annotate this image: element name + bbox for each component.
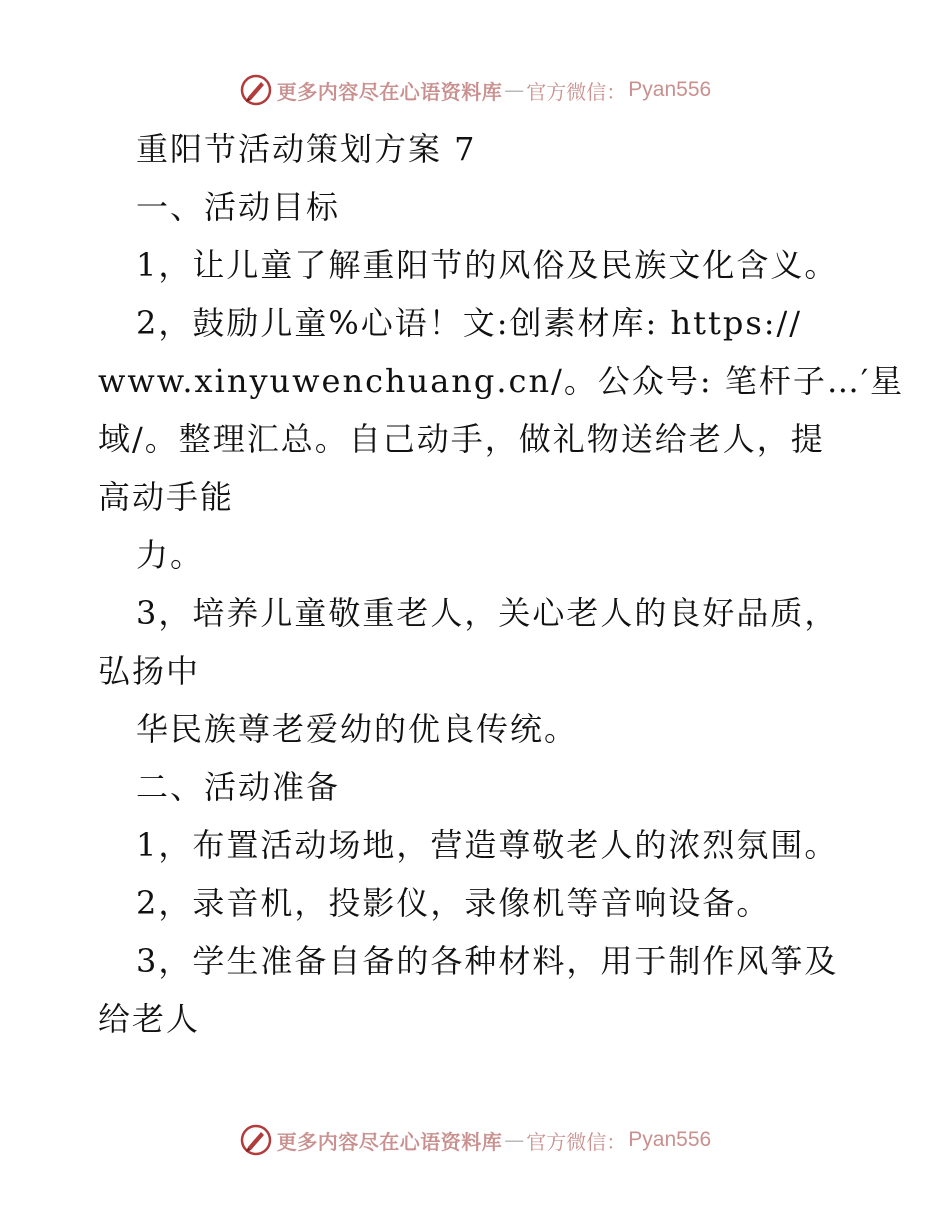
- text-line: 高动手能: [98, 478, 235, 516]
- text-line: 2，鼓励儿童%心语！文:创素材库: https://: [136, 304, 803, 342]
- banner-wechat-label: 官方微信：: [526, 1129, 627, 1154]
- text-line: 1，布置活动场地，营造尊敬老人的浓烈氛围。: [136, 826, 839, 864]
- banner-text: 更多内容尽在心语资料库: [276, 79, 503, 104]
- doc-title: 重阳节活动策划方案 7: [136, 130, 477, 168]
- text-line: 3，学生准备自备的各种材料，用于制作风筝及: [136, 942, 839, 980]
- banner-wechat-id: Pyan556: [628, 78, 712, 101]
- banner-wechat-label: 官方微信：: [526, 79, 627, 104]
- banner-separator: —: [504, 1128, 525, 1152]
- text-line: 华民族尊老爱幼的优良传统。: [136, 710, 579, 748]
- footer-banner: [0, 1120, 950, 1160]
- text-line: 弘扬中: [98, 652, 201, 690]
- pen-logo-icon: [239, 1123, 273, 1157]
- section-heading: 一、活动目标: [136, 188, 341, 226]
- header-banner: [0, 70, 950, 110]
- banner-text: 更多内容尽在心语资料库: [276, 1129, 503, 1154]
- text-line: www.xinyuwenchuang.cn/。公众号: 笔杆子…′星: [98, 362, 905, 400]
- text-line: 域/。整理汇总。自己动手，做礼物送给老人，提: [98, 420, 825, 458]
- text-line: 给老人: [98, 1000, 201, 1038]
- text-line: 1，让儿童了解重阳节的风俗及民族文化含义。: [136, 246, 839, 284]
- text-line: 3，培养儿童敬重老人，关心老人的良好品质，: [136, 594, 839, 632]
- section-heading: 二、活动准备: [136, 768, 341, 806]
- document-body: [98, 120, 905, 1048]
- pen-logo-icon: [239, 73, 273, 107]
- banner-separator: —: [504, 78, 525, 102]
- banner-wechat-id: Pyan556: [628, 1128, 712, 1151]
- text-line: 2，录音机，投影仪，录像机等音响设备。: [136, 884, 771, 922]
- text-line: 力。: [136, 536, 205, 574]
